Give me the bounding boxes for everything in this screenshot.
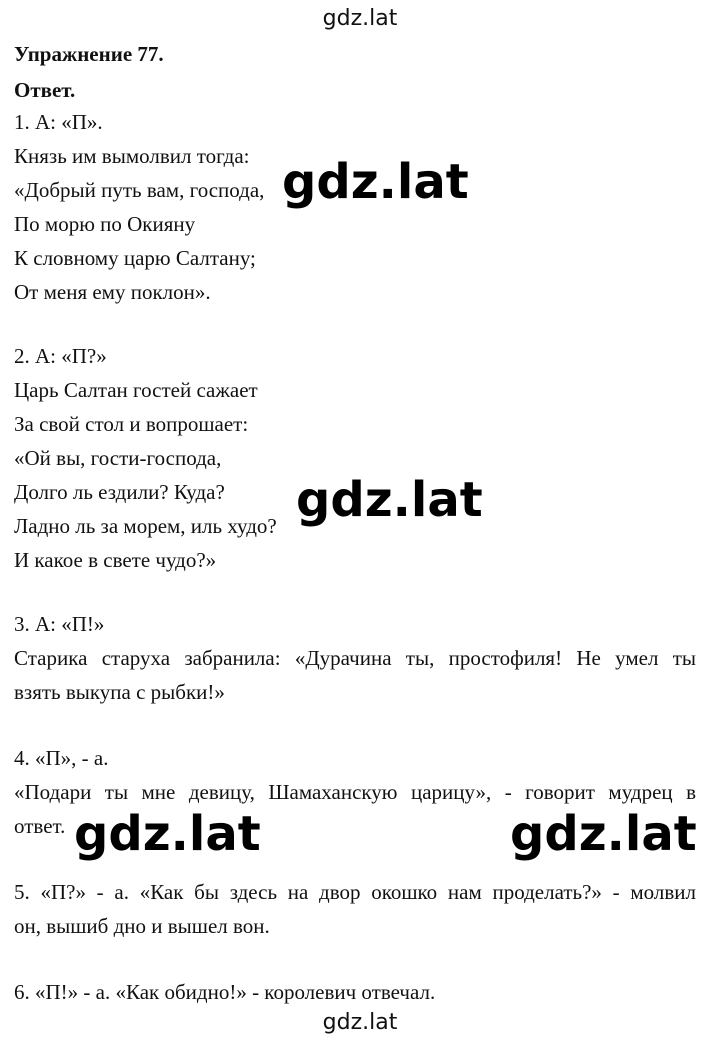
item-2-line-2: За свой стол и вопрошает: bbox=[14, 412, 249, 436]
item-4-line-1: «Подари ты мне девицу, Шамаханскую царицу», - говорит мудрец в bbox=[14, 780, 696, 804]
item-3-label: 3. А: «П!» bbox=[14, 612, 105, 636]
item-1-label: 1. А: «П». bbox=[14, 110, 103, 134]
item-4-line-2: ответ. bbox=[14, 814, 66, 838]
watermark-3: gdz.lat bbox=[74, 806, 261, 862]
item-3-line-2: взять выкупа с рыбки!» bbox=[14, 680, 225, 704]
item-1-line-5: От меня ему поклон». bbox=[14, 280, 211, 304]
item-6-line-1: 6. «П!» - а. «Как обидно!» - королевич отвечал. bbox=[14, 980, 436, 1004]
watermark-1: gdz.lat bbox=[282, 154, 469, 210]
item-3-line-1: Старика старуха забранила: «Дурачина ты, простофиля! Не умел ты bbox=[14, 646, 696, 670]
site-footer-text: gdz.lat bbox=[322, 1010, 398, 1035]
item-2-line-6: И какое в свете чудо?» bbox=[14, 548, 217, 572]
item-2-line-1: Царь Салтан гостей сажает bbox=[14, 378, 258, 402]
answer-label: Ответ. bbox=[14, 78, 76, 102]
item-2-line-3: «Ой вы, гости-господа, bbox=[14, 446, 222, 470]
item-1-line-3: По морю по Окияну bbox=[14, 212, 196, 236]
item-4-label: 4. «П», - а. bbox=[14, 746, 109, 770]
item-1-line-1: Князь им вымолвил тогда: bbox=[14, 144, 250, 168]
site-header-text: gdz.lat bbox=[322, 6, 398, 31]
watermark-2: gdz.lat bbox=[296, 472, 483, 528]
item-5-line-2: он, вышиб дно и вышел вон. bbox=[14, 914, 270, 938]
item-5-line-1: 5. «П?» - а. «Как бы здесь на двор окошко нам проделать?» - молвил bbox=[14, 880, 696, 904]
watermark-4: gdz.lat bbox=[510, 806, 697, 862]
item-2-line-5: Ладно ль за морем, иль худо? bbox=[14, 514, 277, 538]
item-1-line-2: «Добрый путь вам, господа, bbox=[14, 178, 265, 202]
item-1-line-4: К словному царю Салтану; bbox=[14, 246, 256, 270]
item-2-line-4: Долго ль ездили? Куда? bbox=[14, 480, 225, 504]
exercise-heading: Упражнение 77. bbox=[14, 42, 164, 66]
item-2-label: 2. А: «П?» bbox=[14, 344, 107, 368]
